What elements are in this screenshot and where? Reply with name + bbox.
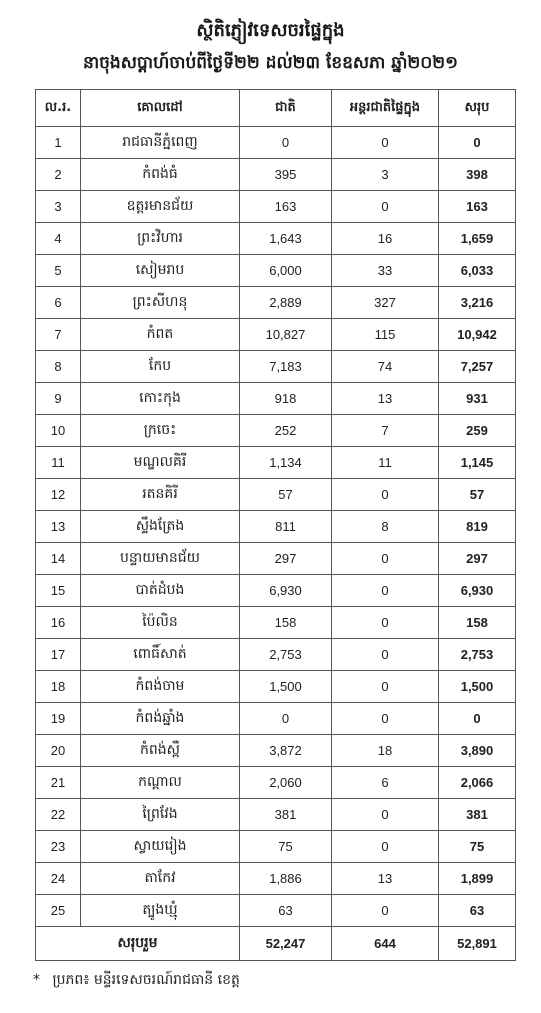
row-number: 10 [36,415,81,447]
destination-name: កោះកុង [81,383,240,415]
summary-national: 52,247 [240,927,332,961]
header-destination: គោលដៅ [81,90,240,127]
destination-name: មណ្ឌលគិរី [81,447,240,479]
table-row [36,447,516,479]
table-row [36,863,516,895]
summary-label: សរុបរួម [36,927,240,961]
row-number: 18 [36,671,81,703]
international-count: 18 [332,735,439,767]
header-no: ល.រ. [36,90,81,127]
national-count: 297 [240,543,332,575]
tourist-statistics-table [35,89,516,961]
total-count: 2,753 [439,639,516,671]
row-number: 24 [36,863,81,895]
row-number: 15 [36,575,81,607]
national-count: 1,886 [240,863,332,895]
total-count: 2,066 [439,767,516,799]
international-count: 0 [332,703,439,735]
international-count: 0 [332,607,439,639]
table-row [36,127,516,159]
row-number: 25 [36,895,81,927]
page-title: ស្ថិតិភ្ញៀវទេសចរផ្ទៃក្នុង [196,20,345,41]
international-count: 0 [332,639,439,671]
summary-total: 52,891 [439,927,516,961]
national-count: 158 [240,607,332,639]
table-row [36,511,516,543]
table-row [36,287,516,319]
international-count: 0 [332,191,439,223]
national-count: 0 [240,127,332,159]
table-row [36,159,516,191]
summary-international: 644 [332,927,439,961]
national-count: 252 [240,415,332,447]
international-count: 0 [332,799,439,831]
table-row [36,223,516,255]
total-count: 398 [439,159,516,191]
table-row [36,607,516,639]
destination-name: បន្ទាយមានជ័យ [81,543,240,575]
international-count: 327 [332,287,439,319]
source-note-text: ប្រភព៖ មន្ទីរទេសចរណ៍រាជធានី ខេត្ត [52,972,240,988]
national-count: 2,060 [240,767,332,799]
total-count: 1,899 [439,863,516,895]
national-count: 1,134 [240,447,332,479]
row-number: 17 [36,639,81,671]
row-number: 23 [36,831,81,863]
national-count: 163 [240,191,332,223]
total-count: 381 [439,799,516,831]
national-count: 811 [240,511,332,543]
source-note [33,970,240,991]
international-count: 7 [332,415,439,447]
total-count: 819 [439,511,516,543]
total-count: 259 [439,415,516,447]
international-count: 74 [332,351,439,383]
row-number: 4 [36,223,81,255]
table-row [36,191,516,223]
total-count: 3,890 [439,735,516,767]
national-count: 381 [240,799,332,831]
row-number: 11 [36,447,81,479]
destination-name: ឧត្តរមានជ័យ [81,191,240,223]
national-count: 0 [240,703,332,735]
total-count: 158 [439,607,516,639]
international-count: 0 [332,479,439,511]
international-count: 115 [332,319,439,351]
national-count: 75 [240,831,332,863]
row-number: 22 [36,799,81,831]
international-count: 0 [332,831,439,863]
destination-name: សៀមរាប [81,255,240,287]
national-count: 1,643 [240,223,332,255]
national-count: 918 [240,383,332,415]
national-count: 395 [240,159,332,191]
international-count: 6 [332,767,439,799]
national-count: 10,827 [240,319,332,351]
destination-name: ប៉ៃលិន [81,607,240,639]
international-count: 0 [332,895,439,927]
header-total: សរុប [439,90,516,127]
row-number: 7 [36,319,81,351]
destination-name: ពោធិ៍សាត់ [81,639,240,671]
national-count: 7,183 [240,351,332,383]
destination-name: កណ្តាល [81,767,240,799]
table-row [36,767,516,799]
table-row [36,703,516,735]
table-row [36,415,516,447]
total-count: 6,930 [439,575,516,607]
row-number: 21 [36,767,81,799]
total-count: 63 [439,895,516,927]
page-subtitle: នាចុងសប្តាហ៍ចាប់ពីថ្ងៃទី២២ ដល់២៣ ខែឧសភា ឆ្នាំ២០២១ [82,53,459,73]
destination-name: បាត់ដំបង [81,575,240,607]
table-row [36,543,516,575]
total-count: 297 [439,543,516,575]
international-count: 3 [332,159,439,191]
row-number: 5 [36,255,81,287]
destination-name: កំពង់ចាម [81,671,240,703]
international-count: 13 [332,863,439,895]
total-count: 10,942 [439,319,516,351]
total-count: 0 [439,127,516,159]
table-row [36,383,516,415]
destination-name: កំពង់ឆ្នាំង [81,703,240,735]
row-number: 13 [36,511,81,543]
table-row [36,895,516,927]
destination-name: ស្វាយរៀង [81,831,240,863]
national-count: 1,500 [240,671,332,703]
row-number: 8 [36,351,81,383]
destination-name: ត្បូងឃ្មុំ [81,895,240,927]
destination-name: កែប [81,351,240,383]
total-count: 1,659 [439,223,516,255]
row-number: 16 [36,607,81,639]
table-row [36,479,516,511]
international-count: 33 [332,255,439,287]
header-international: អន្តរជាតិផ្ទៃក្នុង [332,90,439,127]
table-row [36,575,516,607]
total-count: 0 [439,703,516,735]
destination-name: ស្ទឹងត្រែង [81,511,240,543]
total-count: 57 [439,479,516,511]
row-number: 2 [36,159,81,191]
destination-name: រាជធានីភ្នំពេញ [81,127,240,159]
total-count: 1,500 [439,671,516,703]
row-number: 20 [36,735,81,767]
row-number: 1 [36,127,81,159]
destination-name: ក្រចេះ [81,415,240,447]
total-count: 6,033 [439,255,516,287]
international-count: 8 [332,511,439,543]
table-row [36,639,516,671]
international-count: 13 [332,383,439,415]
international-count: 11 [332,447,439,479]
destination-name: កំពង់ស្ពឺ [81,735,240,767]
table-row [36,799,516,831]
national-count: 2,753 [240,639,332,671]
destination-name: ព្រះវិហារ [81,223,240,255]
row-number: 6 [36,287,81,319]
header-national: ជាតិ [240,90,332,127]
row-number: 14 [36,543,81,575]
table-row [36,255,516,287]
note-asterisk: * [33,972,40,988]
total-count: 163 [439,191,516,223]
international-count: 0 [332,671,439,703]
table-row [36,319,516,351]
row-number: 9 [36,383,81,415]
international-count: 0 [332,543,439,575]
summary-row [36,927,516,961]
total-count: 931 [439,383,516,415]
destination-name: ព្រះសីហនុ [81,287,240,319]
table-row [36,735,516,767]
total-count: 1,145 [439,447,516,479]
row-number: 19 [36,703,81,735]
total-count: 7,257 [439,351,516,383]
destination-name: តាកែវ [81,863,240,895]
destination-name: កំពត [81,319,240,351]
national-count: 6,930 [240,575,332,607]
table-row [36,671,516,703]
destination-name: កំពង់ធំ [81,159,240,191]
national-count: 63 [240,895,332,927]
table-body [36,127,516,927]
international-count: 16 [332,223,439,255]
national-count: 57 [240,479,332,511]
table-row [36,351,516,383]
destination-name: រតនគិរី [81,479,240,511]
row-number: 3 [36,191,81,223]
table-header-row [36,90,516,127]
national-count: 6,000 [240,255,332,287]
national-count: 2,889 [240,287,332,319]
table-row [36,831,516,863]
international-count: 0 [332,127,439,159]
row-number: 12 [36,479,81,511]
international-count: 0 [332,575,439,607]
total-count: 3,216 [439,287,516,319]
national-count: 3,872 [240,735,332,767]
destination-name: ព្រៃវែង [81,799,240,831]
total-count: 75 [439,831,516,863]
